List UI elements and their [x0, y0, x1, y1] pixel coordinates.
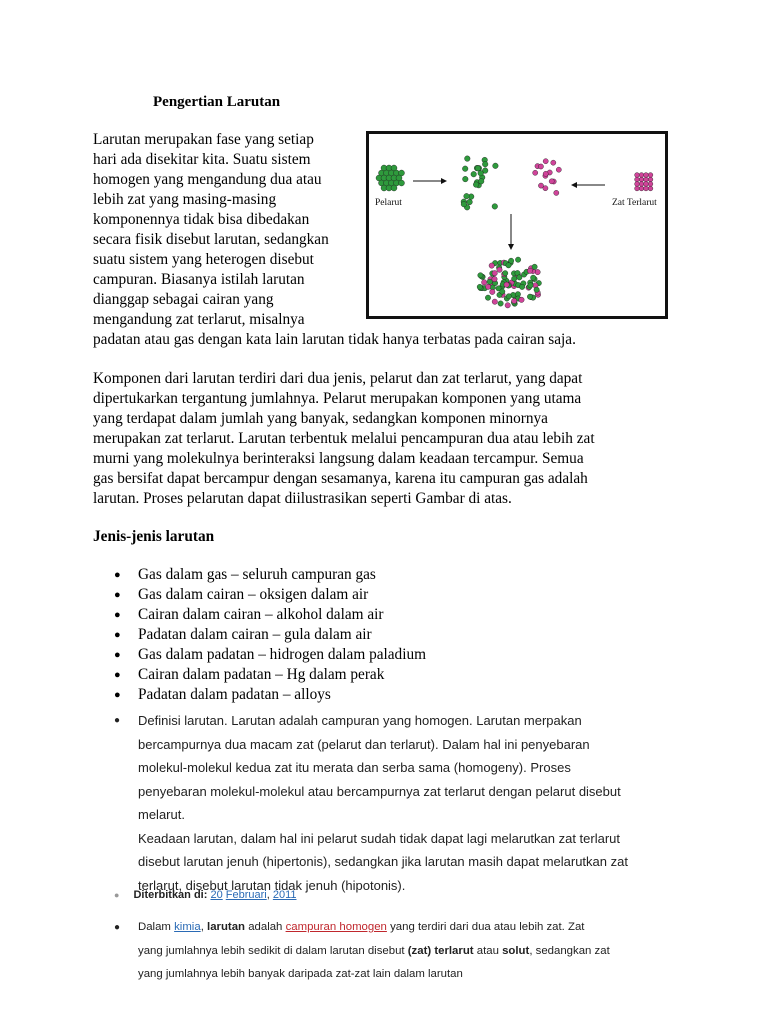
bullet-icon: ● [114, 649, 121, 661]
solution-particle [503, 271, 508, 276]
solvent-particle [482, 161, 488, 167]
definition-line: melarut. [138, 807, 185, 822]
solute-particle [635, 173, 640, 178]
solute-particle [644, 177, 649, 182]
solution-particle [492, 271, 497, 276]
bullet-icon: ● [114, 715, 121, 726]
solute-particle [554, 190, 559, 195]
dissolution-illustration [369, 134, 665, 316]
solvent-particle [475, 166, 481, 172]
solution-particle [506, 263, 511, 268]
intro-line: hari ada disekitar kita. Suatu sistem [93, 151, 311, 168]
intro-line: campuran. Biasanya istilah larutan [93, 271, 305, 288]
solvent-particle [464, 193, 470, 199]
solution-particle [535, 269, 540, 274]
bullet-icon: ● [114, 609, 121, 621]
components-paragraph [93, 369, 673, 509]
solute-particle [551, 160, 556, 165]
intro-line: Larutan merupakan fase yang setiap [93, 131, 314, 148]
intro-line: suatu sistem yang heterogen disebut [93, 251, 314, 268]
solute-particle [538, 183, 543, 188]
components-line: dipertukarkan tergantung jumlahnya. Pelarut merupakan komponen yang utama [93, 390, 582, 407]
list-item: ● Padatan dalam cairan – gula dalam air [114, 626, 372, 643]
bullet-icon: ● [114, 890, 120, 900]
solute-particle [648, 182, 653, 187]
solute-particle [533, 170, 538, 175]
solute-particle [648, 186, 653, 191]
bullet-icon: ● [114, 629, 121, 641]
list-item: ● Gas dalam padatan – hidrogen dalam paladium [114, 646, 426, 663]
solvent-particle [467, 199, 473, 205]
arrow-down-icon [508, 214, 514, 250]
components-line: Komponen dari larutan terdiri dari dua jenis, pelarut dan zat terlarut, yang dapat [93, 370, 583, 387]
solute-particle [639, 186, 644, 191]
page-title: Pengertian Larutan [153, 94, 281, 110]
solution-particle [477, 284, 482, 289]
intro-paragraph [93, 130, 361, 330]
kimia-link[interactable]: kimia [174, 921, 201, 933]
solute-particle [635, 182, 640, 187]
solution-particle [492, 299, 497, 304]
solvent-particle [463, 176, 469, 182]
definition-line: molekul-molekul kedua zat itu merata dan serba sama (homogeny). Proses [138, 760, 571, 775]
date-day-link[interactable]: 20 [210, 889, 223, 901]
solution-particle [528, 283, 533, 288]
intro-last-line: padatan atau gas dengan kata lain larutan tidak hanya terbatas pada cairan saja. [93, 331, 576, 348]
components-line: merupakan zat terlarut. Larutan terbentuk melalui pencampuran dua atau lebih zat [93, 430, 595, 447]
components-line: yang terdapat dalam jumlah yang banyak, sedangkan komponen minornya [93, 410, 548, 427]
date-month-link[interactable]: Februari [225, 889, 267, 901]
solute-particle [635, 186, 640, 191]
solution-particle [504, 282, 509, 287]
definition-line: terlarut, disebut larutan tidak jenuh (hipotonis). [138, 877, 406, 893]
solution-particle [485, 295, 490, 300]
solute-particle [639, 182, 644, 187]
list-item: ● Cairan dalam padatan – Hg dalam perak [114, 666, 385, 683]
arrow-solvent-icon [413, 178, 447, 184]
wiki-line: yang jumlahnya lebih banyak daripada zat-zat lain dalam larutan [138, 968, 463, 980]
published-date: ● Diterbitkan di: 20 Februari, 2011 [114, 889, 297, 901]
intro-line: homogen yang mengandung dua atau [93, 171, 322, 188]
solvent-particle [399, 180, 405, 186]
definition-line: disebut larutan jenuh (hipertonis), sedangkan jika larutan masih dapat melarutkan zat [138, 854, 628, 869]
solvent-particle [478, 179, 484, 185]
list-item: ● Gas dalam gas – seluruh campuran gas [114, 566, 376, 583]
bullet-icon: ● [114, 589, 121, 601]
solute-particle [639, 177, 644, 182]
solution-particle [506, 294, 511, 299]
solvent-particle [492, 204, 498, 210]
solute-particle [543, 159, 548, 164]
solvent-cluster [376, 165, 405, 191]
intro-line: mengandung zat terlarut, misalnya [93, 311, 305, 328]
solution-particle [498, 301, 503, 306]
solute-particle [644, 182, 649, 187]
solution-particle [519, 284, 524, 289]
definition-block [114, 709, 694, 897]
solute-particle [648, 177, 653, 182]
wiki-line: yang jumlahnya lebih sedikit di dalam larutan disebut (zat) terlarut atau solut, sedangkan zat [138, 944, 610, 957]
solution-particle [485, 284, 490, 289]
definition-line: bercampurnya dua macam zat (pelarut dan terlarut). Dalam hal ini penyebaran [138, 736, 590, 752]
solute-particle [639, 173, 644, 178]
bullet-icon: ● [114, 922, 121, 933]
intro-line: lebih zat yang masing-masing [93, 191, 277, 208]
solute-cluster [635, 173, 653, 191]
bullet-icon: ● [114, 689, 121, 701]
wiki-line: ● Dalam kimia, larutan adalah campuran homogen yang terdiri dari dua atau lebih zat. Zat [114, 916, 694, 940]
label-solvent: Pelarut [375, 198, 402, 208]
wiki-excerpt [114, 916, 694, 987]
list-item: ● Padatan dalam padatan – alloys [114, 686, 331, 703]
date-year-link[interactable]: 2011 [272, 889, 297, 901]
solvent-particle [465, 156, 471, 162]
solution-mixture [477, 257, 541, 308]
bullet-icon: ● [114, 569, 121, 581]
solution-particle [490, 289, 495, 294]
solvent-dispersed [461, 156, 498, 210]
solution-particle [505, 303, 510, 308]
solution-particle [527, 294, 532, 299]
definition-line: ● Definisi larutan. Larutan adalah campuran yang homogen. Larutan merpakan [114, 709, 694, 733]
solvent-particle [493, 163, 499, 169]
solvent-particle [462, 166, 468, 172]
components-line: larutan. Proses pelarutan dapat diilustrasikan seperti Gambar di atas. [93, 490, 512, 507]
solute-dispersed [533, 159, 562, 196]
solution-particle [478, 273, 483, 278]
solution-particle [497, 267, 502, 272]
solution-particle [512, 298, 517, 303]
solution-particle [517, 275, 522, 280]
solvent-particle [471, 171, 477, 177]
solution-particle [492, 276, 497, 281]
solution-types-list [114, 565, 426, 705]
definition-line: Keadaan larutan, dalam hal ini pelarut sudah tidak dapat lagi melarutkan zat terlarut [138, 830, 621, 846]
solute-particle [543, 171, 548, 176]
list-item: ● Cairan dalam cairan – alkohol dalam air [114, 606, 384, 623]
bullet-icon: ● [114, 669, 121, 681]
solution-particle [512, 276, 517, 281]
section-heading: Jenis-jenis larutan [93, 528, 215, 545]
arrow-solute-icon [571, 182, 605, 188]
intro-line: komponennya tidak bisa dibedakan [93, 211, 310, 228]
solvent-particle [473, 182, 479, 188]
solute-particle [644, 186, 649, 191]
intro-line: secara fisik disebut larutan, sedangkan [93, 231, 329, 248]
solute-particle [644, 173, 649, 178]
list-item: ● Gas dalam cairan – oksigen dalam air [114, 586, 369, 603]
dissolution-figure [366, 131, 668, 319]
solute-particle [635, 177, 640, 182]
intro-line: dianggap sebagai cairan yang [93, 291, 274, 308]
solute-particle [648, 173, 653, 178]
definition-line: penyebaran molekul-molekul atau bercampurnya zat terlarut dengan pelarut disebut [138, 783, 621, 799]
solution-particle [515, 257, 520, 262]
solution-particle [534, 287, 539, 292]
solute-particle [538, 164, 543, 169]
label-solute: Zat Terlarut [612, 198, 657, 208]
solution-particle [489, 263, 494, 268]
components-line: murni yang molekulnya berinteraksi langsung dalam keadaan tercampur. Semua [93, 450, 584, 467]
solution-particle [527, 268, 532, 273]
solvent-particle [391, 185, 397, 191]
campuran-homogen-link[interactable]: campuran homogen [285, 921, 387, 933]
solute-particle [556, 167, 561, 172]
components-line: gas bersifat dapat bercampur dengan sesamanya, karena itu campuran gas adalah [93, 470, 588, 487]
solvent-particle [461, 201, 467, 207]
solution-particle [482, 280, 487, 285]
solution-particle [487, 279, 492, 284]
solution-particle [532, 264, 537, 269]
solution-particle [531, 275, 536, 280]
solvent-particle [478, 170, 484, 176]
published-label: Diterbitkan di: [133, 889, 208, 901]
solution-particle [519, 297, 524, 302]
solution-particle [500, 289, 505, 294]
solute-particle [549, 179, 554, 184]
